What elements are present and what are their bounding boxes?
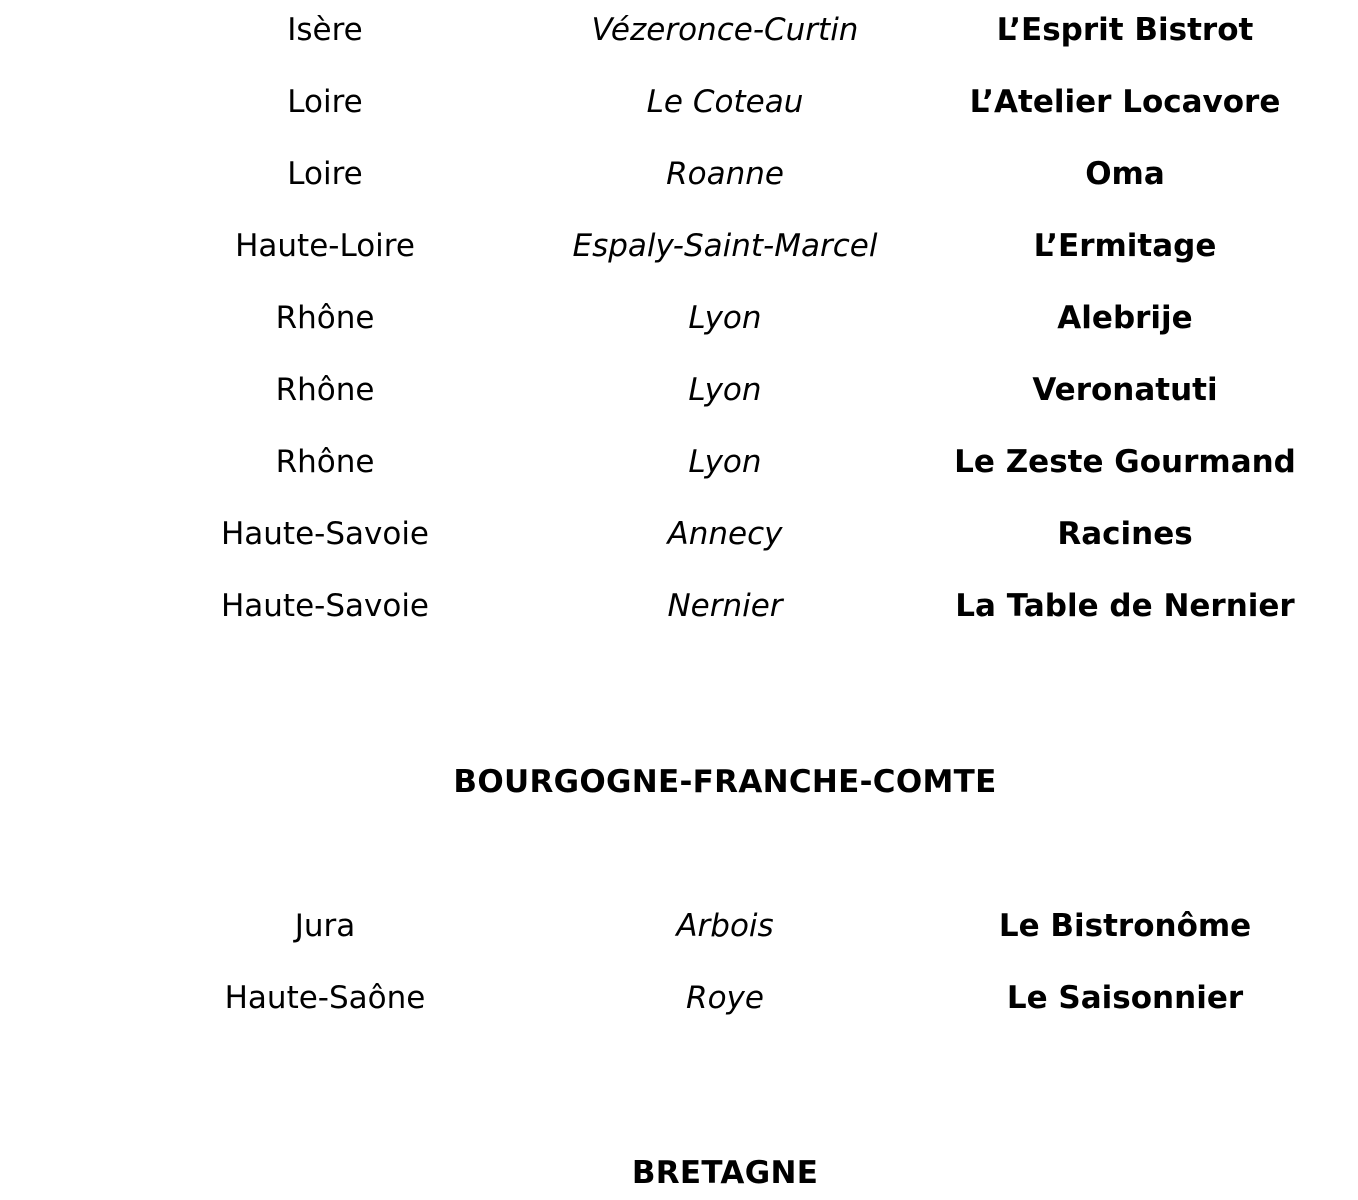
list-item — [0, 226, 1358, 266]
restaurant-name: L’Ermitage — [1033, 228, 1217, 264]
list-item — [0, 370, 1358, 410]
list-item — [0, 82, 1358, 122]
restaurant-name: Le Saisonnier — [1006, 980, 1244, 1016]
city-label: Roye — [686, 980, 764, 1016]
department-label: Rhône — [275, 444, 375, 480]
department-label: Rhône — [275, 372, 375, 408]
city-label: Lyon — [688, 300, 762, 336]
department-label: Loire — [287, 84, 363, 120]
department-label: Rhône — [275, 300, 375, 336]
department-label: Jura — [294, 908, 356, 944]
list-item — [0, 298, 1358, 338]
list-item — [0, 154, 1358, 194]
restaurant-name: Oma — [1085, 156, 1165, 192]
region-heading: BRETAGNE — [631, 1155, 819, 1191]
city-label: Annecy — [667, 516, 783, 552]
restaurant-name: L’Atelier Locavore — [969, 84, 1281, 120]
restaurant-name: Alebrije — [1057, 300, 1193, 336]
restaurant-name: Racines — [1057, 516, 1193, 552]
city-label: Espaly-Saint-Marcel — [572, 228, 878, 264]
city-label: Arbois — [676, 908, 774, 944]
restaurant-name: L’Esprit Bistrot — [996, 12, 1254, 48]
restaurant-name: Veronatuti — [1032, 372, 1218, 408]
list-item — [0, 442, 1358, 482]
city-label: Lyon — [688, 372, 762, 408]
department-label: Haute-Saône — [224, 980, 426, 1016]
department-label: Haute-Loire — [235, 228, 415, 264]
city-label: Nernier — [667, 588, 783, 624]
city-label: Vézeronce-Curtin — [591, 12, 859, 48]
restaurant-name: Le Bistronôme — [998, 908, 1252, 944]
list-item — [0, 978, 1358, 1018]
department-label: Haute-Savoie — [220, 588, 430, 624]
city-label: Lyon — [688, 444, 762, 480]
department-label: Haute-Savoie — [220, 516, 430, 552]
restaurant-name: La Table de Nernier — [955, 588, 1295, 624]
list-item — [0, 514, 1358, 554]
list-item — [0, 586, 1358, 626]
region-heading: BOURGOGNE-FRANCHE-COMTE — [453, 764, 997, 800]
list-item — [0, 906, 1358, 946]
department-label: Loire — [287, 156, 363, 192]
department-label: Isère — [287, 12, 363, 48]
list-item — [0, 10, 1358, 50]
city-label: Roanne — [666, 156, 784, 192]
city-label: Le Coteau — [646, 84, 804, 120]
restaurant-name: Le Zeste Gourmand — [954, 444, 1296, 480]
